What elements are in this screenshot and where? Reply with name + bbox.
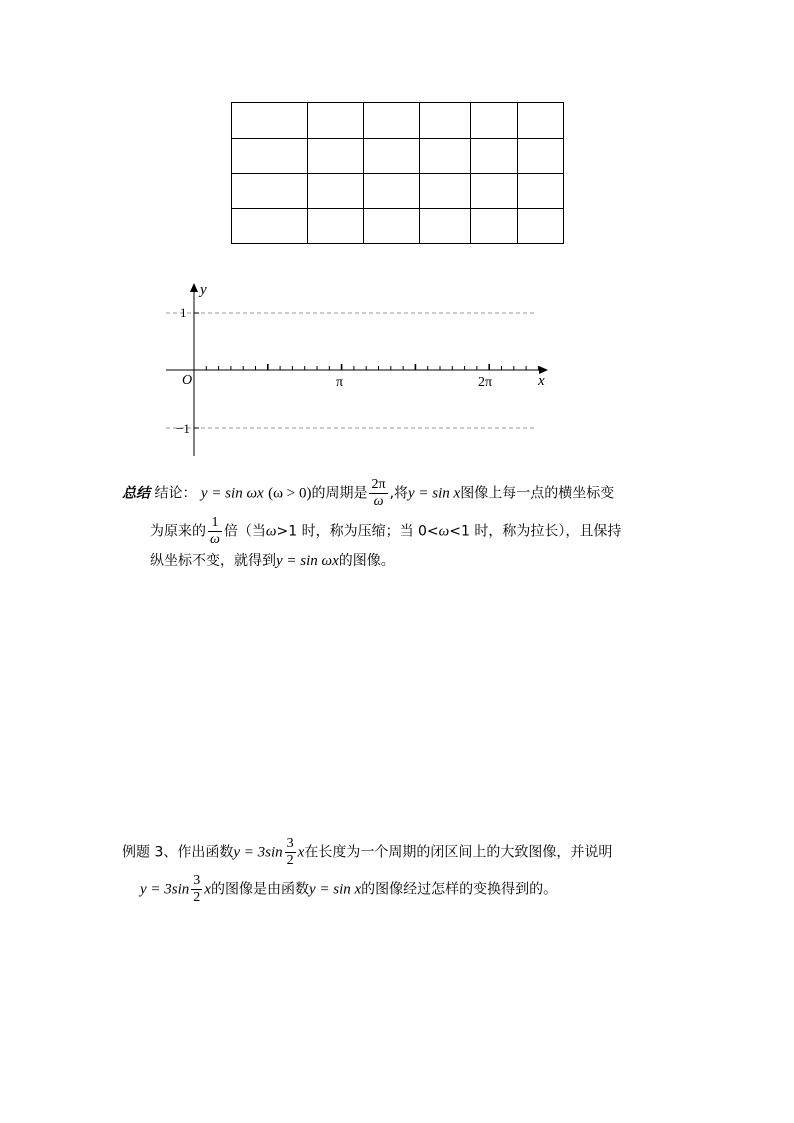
- formula-y-sin-x: y = sin x: [408, 485, 461, 502]
- table-cell[interactable]: [420, 174, 471, 209]
- scale-text-a: 将: [394, 485, 409, 502]
- formula-var-x: x: [204, 881, 211, 898]
- period-numerator: 2π: [371, 477, 386, 492]
- example-text-2: 的图像是由函数: [210, 881, 309, 898]
- formula-var-x: x: [297, 844, 305, 861]
- y-axis-label: y: [200, 282, 207, 298]
- period-denominator: ω: [373, 494, 384, 509]
- blank-coordinate-graph: [160, 278, 560, 460]
- summary-line-2: [150, 515, 621, 548]
- table-row: [232, 174, 564, 209]
- example-line-1: [122, 836, 612, 869]
- formula-y-sin-omega-x: y = sin ωx: [200, 485, 264, 502]
- example-text-1: 在长度为一个周期的闭区间上的大致图像，并说明: [304, 844, 613, 861]
- y-axis-arrow: [190, 283, 198, 292]
- tick-label-2pi: 2π: [478, 375, 493, 390]
- factor-denominator: ω: [210, 532, 220, 547]
- tick-label-neg1: −1: [176, 421, 190, 436]
- table-row: [232, 209, 564, 244]
- conclusion-label: 结论：: [154, 485, 197, 502]
- coef-denominator: 2: [286, 853, 294, 868]
- table-cell[interactable]: [518, 174, 564, 209]
- table-cell[interactable]: [232, 209, 308, 244]
- coef-numerator: 3: [193, 873, 201, 888]
- comma: ,: [389, 485, 395, 502]
- table-cell[interactable]: [364, 139, 420, 174]
- example-label: 例题 3、作出函数: [122, 844, 234, 861]
- factor-numerator: 1: [208, 515, 222, 532]
- coef-denominator: 2: [193, 890, 201, 905]
- formula-3sin-prefix: y = 3sin: [140, 881, 190, 898]
- table-cell[interactable]: [420, 139, 471, 174]
- table-cell[interactable]: [518, 139, 564, 174]
- table-cell[interactable]: [471, 209, 518, 244]
- table-cell[interactable]: [518, 209, 564, 244]
- coef-numerator: 3: [286, 836, 294, 851]
- period-fraction: [369, 477, 387, 510]
- table-cell[interactable]: [308, 209, 364, 244]
- formula-y-sin-x: y = sin x: [308, 881, 362, 898]
- summary-line-1: [122, 477, 614, 510]
- table-cell[interactable]: [232, 139, 308, 174]
- table-cell[interactable]: [232, 174, 308, 209]
- coef-fraction: [285, 836, 296, 869]
- table-cell[interactable]: [518, 103, 564, 139]
- origin-label: O: [182, 373, 193, 388]
- table-cell[interactable]: [471, 139, 518, 174]
- table-row: [232, 139, 564, 174]
- x-axis-label: x: [538, 373, 545, 389]
- formula-3sin-prefix: y = 3sin: [233, 844, 283, 861]
- x-axis-ticks: [206, 364, 538, 370]
- tick-label-1: 1: [180, 305, 187, 320]
- table-cell[interactable]: [308, 174, 364, 209]
- factor-fraction: [208, 515, 222, 548]
- period-text: 的周期是: [311, 485, 368, 502]
- line2-text-b: 倍（当: [223, 523, 266, 540]
- summary-line-3: [150, 551, 395, 571]
- table-row: [232, 103, 564, 139]
- omega-symbol: ω: [438, 523, 450, 540]
- line3-text-b: 的图像。: [338, 553, 395, 569]
- table-cell[interactable]: [308, 103, 364, 139]
- line2-text-c: >1 时，称为压缩；当 0<: [276, 523, 439, 540]
- table-cell[interactable]: [420, 103, 471, 139]
- line2-text-a: 为原来的: [150, 523, 206, 540]
- table-cell[interactable]: [471, 103, 518, 139]
- blank-value-table: [231, 102, 564, 244]
- example-line-2: [140, 873, 557, 906]
- omega-symbol: ω: [265, 523, 277, 540]
- tick-label-pi: π: [336, 375, 344, 390]
- line3-text-a: 纵坐标不变，就得到: [150, 553, 276, 569]
- table-cell[interactable]: [420, 209, 471, 244]
- table-cell[interactable]: [232, 103, 308, 139]
- omega-condition: (ω > 0): [268, 485, 312, 502]
- formula-y-sin-omega-x: y = sin ωx: [276, 553, 339, 569]
- table-cell[interactable]: [308, 139, 364, 174]
- table-cell[interactable]: [364, 174, 420, 209]
- coef-fraction: [191, 873, 202, 906]
- table-cell[interactable]: [364, 209, 420, 244]
- table-cell[interactable]: [364, 103, 420, 139]
- line2-text-d: <1 时，称为拉长），且保持: [449, 523, 622, 540]
- example-text-3: 的图像经过怎样的变换得到的。: [361, 881, 558, 898]
- table-cell[interactable]: [471, 174, 518, 209]
- scale-text-b: 图像上每一点的横坐标变: [460, 485, 615, 502]
- summary-tag: 总结: [122, 485, 150, 502]
